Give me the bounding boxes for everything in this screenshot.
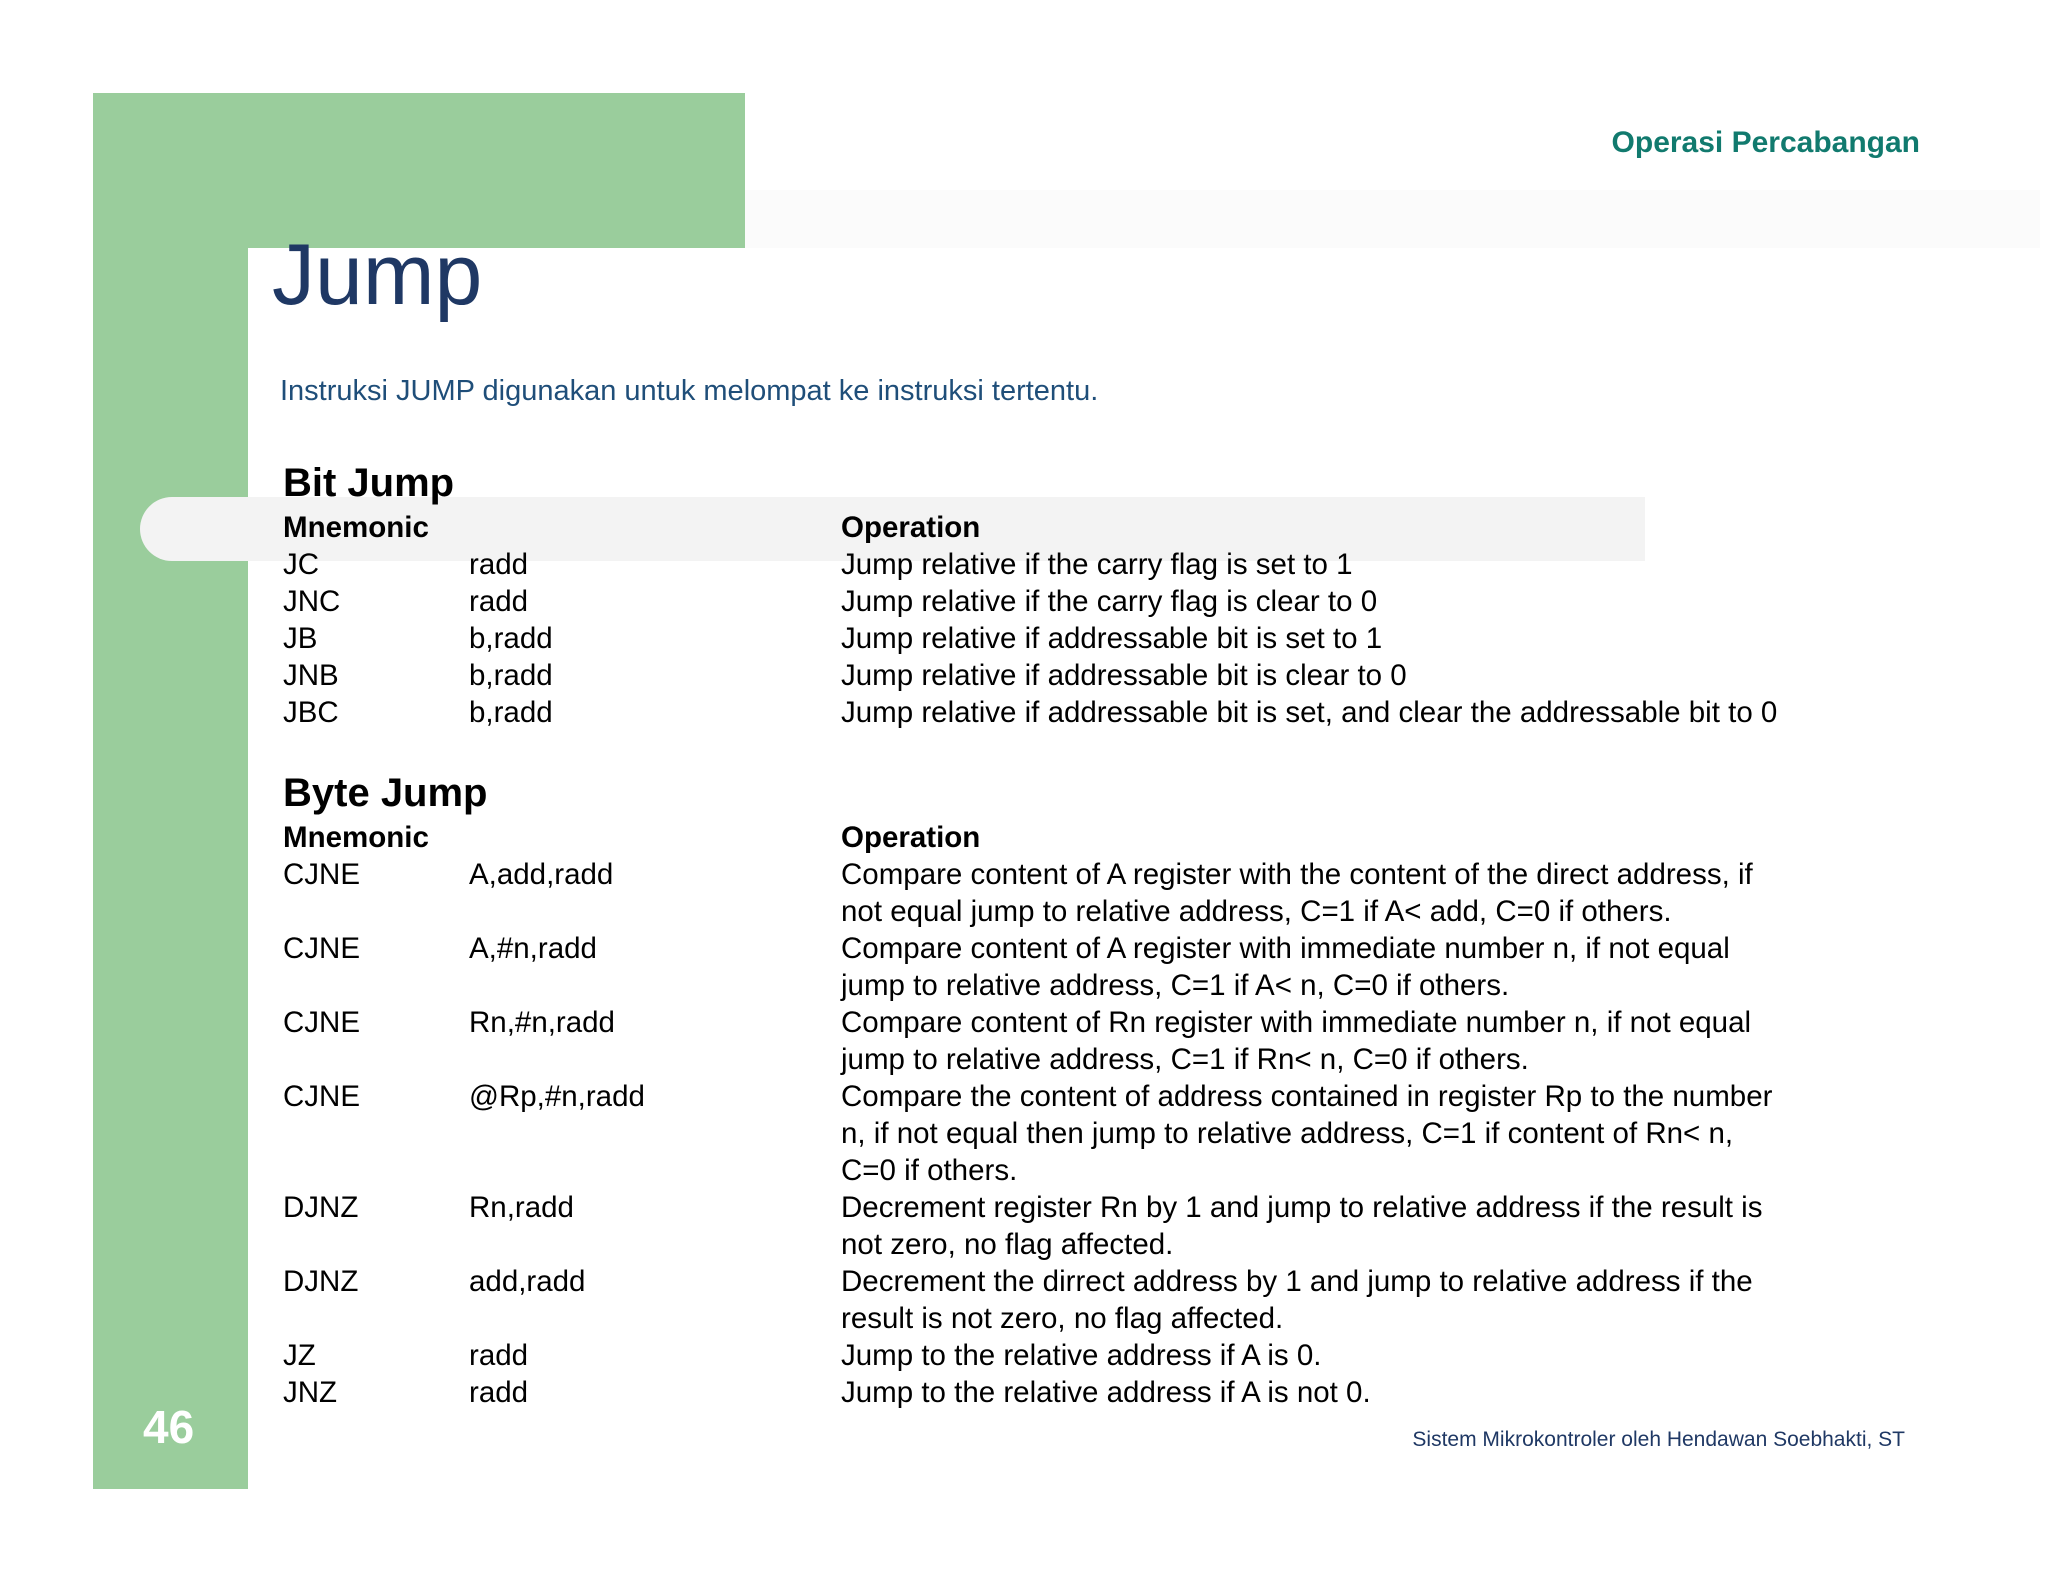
operation-header: Operation xyxy=(841,511,981,544)
mnemonic-cell: JNC xyxy=(283,585,341,618)
byte-jump-heading: Byte Jump xyxy=(283,771,488,815)
operand-cell: Rn,#n,radd xyxy=(469,1006,615,1039)
operand-cell: A,add,radd xyxy=(469,858,614,891)
byte-jump-section xyxy=(283,769,1843,1411)
table-row xyxy=(283,546,1843,583)
table-row xyxy=(283,1263,1843,1337)
mnemonic-cell: DJNZ xyxy=(283,1265,359,1298)
operation-cell: Compare the content of address contained in register Rp to the number n, if not equal then jump to relative address, C=1 if content of Rn< n, C=0 if others. xyxy=(841,1080,1773,1187)
bit-jump-header-row xyxy=(283,509,1843,546)
footer-credit: Sistem Mikrokontroler oleh Hendawan Soebhakti, ST xyxy=(1412,1428,1905,1451)
operation-cell: Compare content of A register with the content of the direct address, if not equal jump to relative address, C=1 if A< add, C=0 if others. xyxy=(841,858,1753,928)
mnemonic-cell: JC xyxy=(283,548,320,581)
table-row xyxy=(283,583,1843,620)
operand-cell: add,radd xyxy=(469,1265,586,1298)
operand-cell: b,radd xyxy=(469,622,553,655)
page-number: 46 xyxy=(143,1401,195,1453)
table-row xyxy=(283,1189,1843,1263)
operand-header xyxy=(469,509,841,546)
operation-cell: Compare content of A register with immediate number n, if not equal jump to relative address, C=1 if A< n, C=0 if others. xyxy=(841,932,1730,1002)
operation-cell: Decrement register Rn by 1 and jump to relative address if the result is not zero, no flag affected. xyxy=(841,1191,1763,1261)
operation-cell: Jump relative if addressable bit is set, and clear the addressable bit to 0 xyxy=(841,696,1778,729)
table-row xyxy=(283,657,1843,694)
operand-cell: radd xyxy=(469,548,529,581)
green-top-block xyxy=(93,93,745,248)
operation-cell: Decrement the dirrect address by 1 and jump to relative address if the result is not zero, no flag affected. xyxy=(841,1265,1753,1335)
operand-header xyxy=(469,819,841,856)
mnemonic-header: Mnemonic xyxy=(283,821,429,854)
table-row xyxy=(283,694,1843,731)
mnemonic-cell: CJNE xyxy=(283,1080,361,1113)
slide-title: Jump xyxy=(272,227,483,323)
mnemonic-cell: CJNE xyxy=(283,858,361,891)
mnemonic-cell: DJNZ xyxy=(283,1191,359,1224)
table-row xyxy=(283,856,1843,930)
table-row xyxy=(283,930,1843,1004)
operation-cell: Jump to the relative address if A is not 0. xyxy=(841,1376,1371,1409)
operation-cell: Jump relative if the carry flag is clear to 0 xyxy=(841,585,1378,618)
mnemonic-cell: JNZ xyxy=(283,1376,338,1409)
table-row xyxy=(283,620,1843,657)
byte-jump-header-row xyxy=(283,819,1843,856)
table-row xyxy=(283,1337,1843,1374)
bit-jump-heading: Bit Jump xyxy=(283,461,455,505)
mnemonic-cell: CJNE xyxy=(283,932,361,965)
mnemonic-cell: JBC xyxy=(283,696,339,729)
operand-cell: b,radd xyxy=(469,696,553,729)
operation-cell: Jump to the relative address if A is 0. xyxy=(841,1339,1322,1372)
operand-cell: radd xyxy=(469,1376,529,1409)
operation-cell: Compare content of Rn register with immediate number n, if not equal jump to relative address, C=1 if Rn< n, C=0 if others. xyxy=(841,1006,1752,1076)
table-row xyxy=(283,1374,1843,1411)
operand-cell: radd xyxy=(469,585,529,618)
operand-cell: @Rp,#n,radd xyxy=(469,1080,645,1113)
mnemonic-cell: JZ xyxy=(283,1339,316,1372)
mnemonic-cell: JNB xyxy=(283,659,339,692)
intro-text: Instruksi JUMP digunakan untuk melompat ke instruksi tertentu. xyxy=(280,375,1099,407)
mnemonic-cell: JB xyxy=(283,622,318,655)
operand-cell: b,radd xyxy=(469,659,553,692)
operand-cell: radd xyxy=(469,1339,529,1372)
operation-header: Operation xyxy=(841,821,981,854)
operand-cell: Rn,radd xyxy=(469,1191,574,1224)
operand-cell: A,#n,radd xyxy=(469,932,597,965)
operation-cell: Jump relative if addressable bit is clear to 0 xyxy=(841,659,1407,692)
mnemonic-header: Mnemonic xyxy=(283,511,429,544)
bit-jump-section xyxy=(283,459,1843,731)
operation-cell: Jump relative if the carry flag is set to 1 xyxy=(841,548,1353,581)
operation-cell: Jump relative if addressable bit is set to 1 xyxy=(841,622,1383,655)
green-side-bar xyxy=(93,93,248,1489)
table-row xyxy=(283,1004,1843,1078)
table-row xyxy=(283,1078,1843,1189)
section-title: Operasi Percabangan xyxy=(1611,126,1920,159)
mnemonic-cell: CJNE xyxy=(283,1006,361,1039)
